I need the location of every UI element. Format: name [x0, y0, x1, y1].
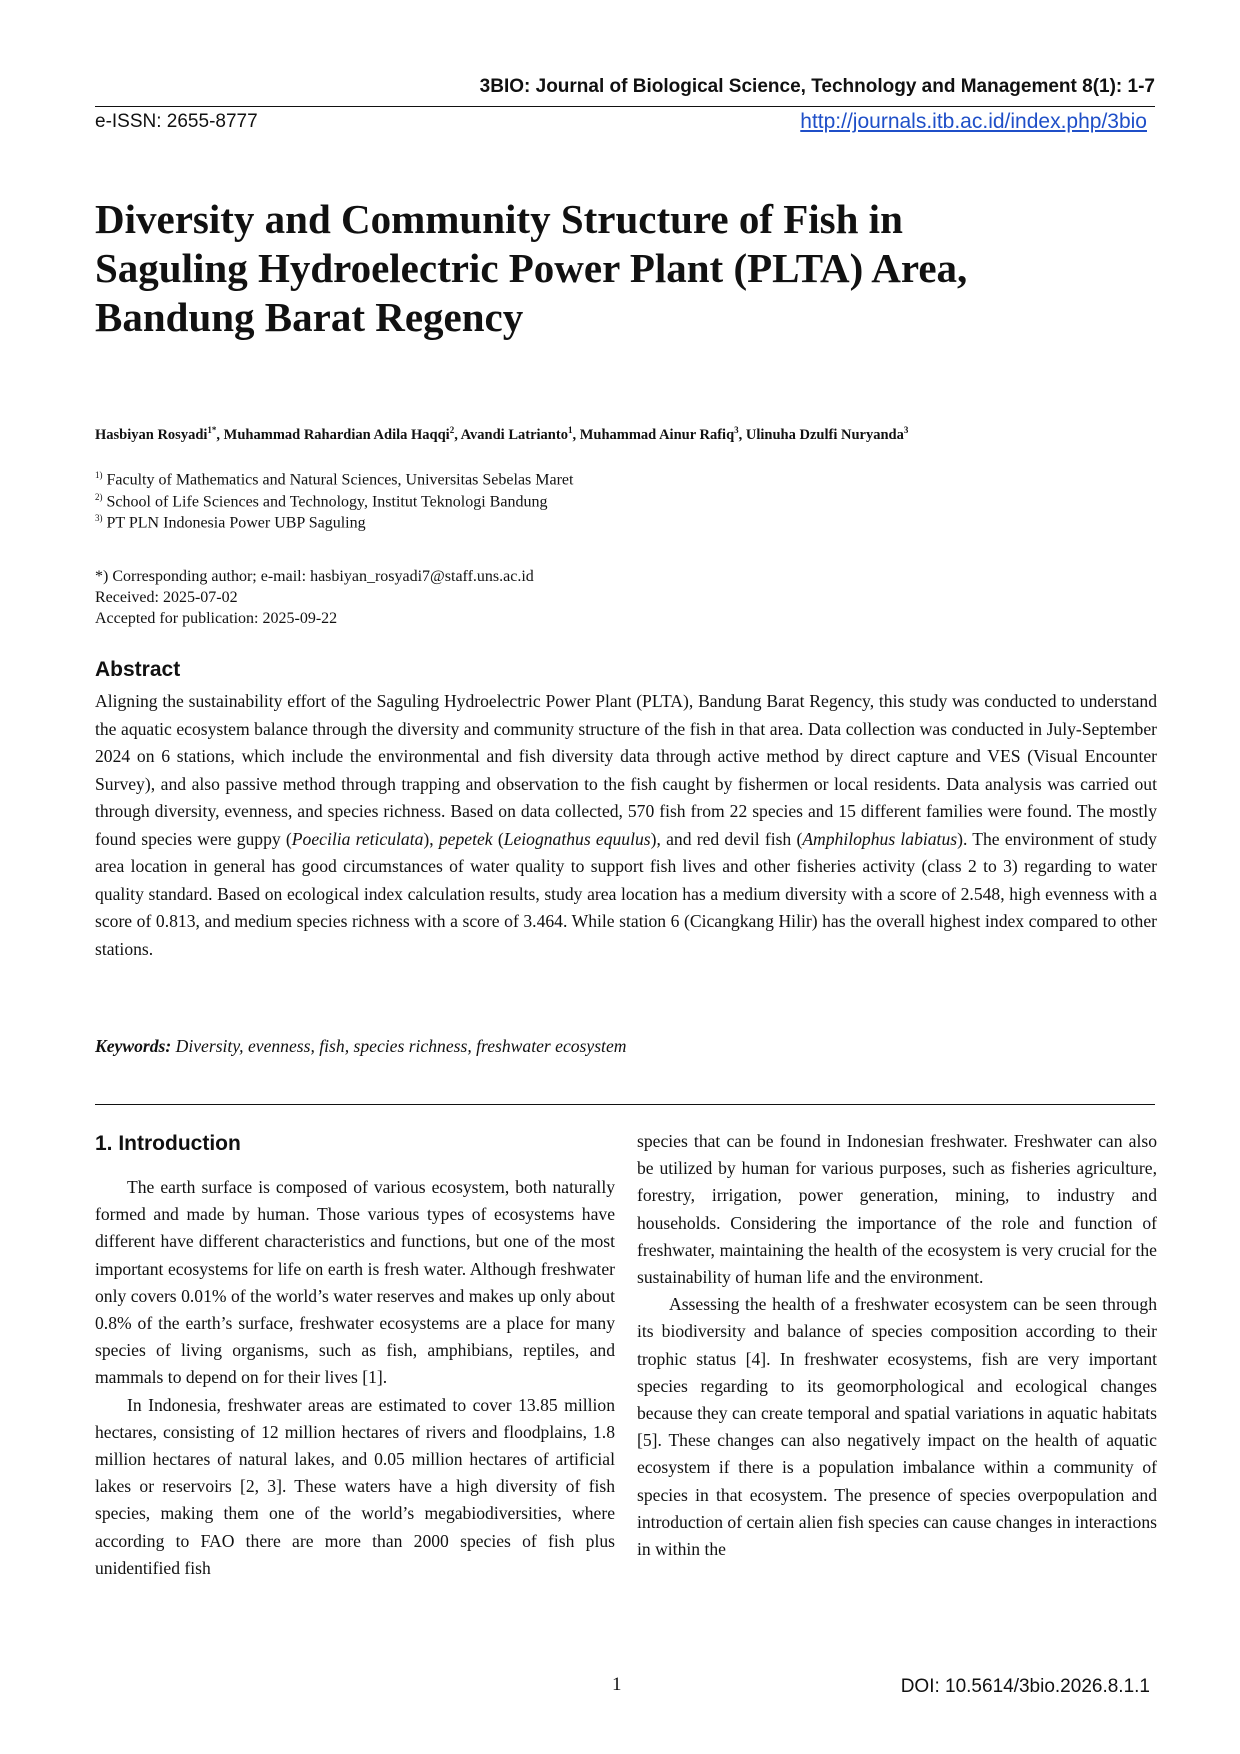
author-name: Muhammad Ainur Rafiq: [579, 426, 735, 443]
doi: DOI: 10.5614/3bio.2026.8.1.1: [900, 1676, 1150, 1697]
keywords-label: Keywords:: [95, 1036, 172, 1056]
affiliation-mark: 1): [95, 470, 103, 480]
abstract-heading: Abstract: [95, 658, 181, 681]
abstract-text-part: ), and red devil fish (: [650, 828, 803, 849]
title-line-3: Bandung Barat Regency: [95, 294, 524, 340]
corresponding-author: *) Corresponding author; e-mail: hasbiyan_rosyadi7@staff.uns.ac.id: [95, 568, 534, 585]
author-separator: ,: [738, 426, 746, 443]
affiliation-3: [95, 513, 366, 532]
page-number: 1: [612, 1674, 622, 1695]
section-divider: [95, 1104, 1155, 1105]
author-affiliation-mark: 2: [449, 425, 455, 435]
keywords-text: Diversity, evenness, fish, species richness, freshwater ecosystem: [171, 1036, 627, 1056]
journal-name: 3BIO: Journal of Biological Science, Technology and Management 8(1): 1-7: [479, 76, 1155, 97]
abstract-body: [95, 688, 1157, 963]
author-name: Muhammad Rahardian Adila Haqqi: [223, 426, 450, 443]
header-divider: [95, 106, 1155, 107]
author-affiliation-mark: 1*: [207, 425, 217, 435]
affiliation-2: [95, 492, 547, 511]
author-separator: ,: [454, 426, 461, 443]
author-separator: ,: [216, 426, 224, 443]
abstract-text-part: Aligning the sustainability effort of the Saguling Hydroelectric Power Plant (PLTA), Bandung Barat Regency, this study was conducted to understand the aquatic ecosystem balance through the diversity and community structure of the fish in that area. Data collection was conducted in July-September 2024 on 6 stations, which include the environmental and fish diversity data through active method by direct capture and VES (Visual Encounter Survey), and also passive method through trapping and observation to the fish caught by fishermen or local residents. Data analysis was carried out through diversity, evenness, and species richness. Based on data collected, 570 fish from 22 species and 15 different families were found. The mostly found species were guppy (: [95, 691, 1157, 849]
species-name: Amphilophus labiatus: [802, 828, 958, 849]
author-affiliation-mark: 3: [903, 425, 909, 435]
abstract-text-part: (: [492, 828, 504, 849]
abstract-text-part: ). The environment of study area location in general has good circumstances of water quality to support fish lives and other fisheries activity (class 2 to 3) regarding to water quality standard. Based on ecological index calculation results, study area location has a medium diversity with a score of 2.548, high evenness with a score of 0.813, and medium species richness with a score of 3.464. While station 6 (Cicangkang Hilir) has the overall highest index compared to other stations.: [95, 828, 1157, 959]
issn: e-ISSN: 2655-8777: [95, 111, 258, 132]
species-name: pepetek: [438, 828, 493, 849]
paragraph: The earth surface is composed of various ecosystem, both naturally formed and made by human. Those various types of ecosystems have different have different characteristics and functions, but one of the most important ecosystems for life on earth is fresh water. Although freshwater only covers 0.01% of the world’s water reserves and makes up only about 0.8% of the earth’s surface, freshwater ecosystems are a place for many species of living organisms, such as fish, amphibians, reptiles, and mammals to depend on for their lives [1].: [95, 1177, 615, 1388]
author-name: Avandi Latrianto: [460, 426, 568, 443]
paragraph: In Indonesia, freshwater areas are estimated to cover 13.85 million hectares, consisting of 12 million hectares of rivers and floodplains, 1.8 million hectares of natural lakes, and 0.05 million hectares of artificial lakes or reservoirs [2, 3]. These waters have a high diversity of fish species, making them one of the world’s megabiodiversities, where according to FAO there are more than 2000 species of fish plus unidentified fish: [95, 1394, 615, 1578]
author-name: Hasbiyan Rosyadi: [95, 426, 208, 443]
species-name: Leiognathus equulus: [503, 828, 651, 849]
left-column: [95, 1174, 615, 1582]
accepted-date: Accepted for publication: 2025-09-22: [95, 610, 338, 627]
right-column: [637, 1128, 1157, 1563]
author-separator: ,: [572, 426, 580, 443]
affiliation-text: School of Life Sciences and Technology, Institut Teknologi Bandung: [102, 493, 548, 511]
journal-url-link[interactable]: http://journals.itb.ac.id/index.php/3bio: [800, 110, 1147, 133]
author-name: Ulinuha Dzulfi Nuryanda: [745, 426, 904, 443]
affiliation-mark: 3): [95, 513, 103, 523]
paragraph: Assessing the health of a freshwater ecosystem can be seen through its biodiversity and balance of species composition according to their trophic status [4]. In freshwater ecosystems, fish are very important species regarding to its geomorphological and ecological changes because they can create temporal and spatial variations in aquatic habitats [5]. These changes can also negatively impact on the health of aquatic ecosystem if there is a population imbalance within a community of species in that ecosystem. The presence of species overpopulation and introduction of certain alien fish species can cause changes in interactions in within the: [637, 1294, 1157, 1560]
author-list: [95, 425, 1175, 444]
affiliation-text: PT PLN Indonesia Power UBP Saguling: [102, 514, 366, 532]
paragraph: species that can be found in Indonesian freshwater. Freshwater can also be utilized by human for various purposes, such as fisheries agriculture, forestry, irrigation, power generation, mining, to industry and households. Considering the importance of the role and function of freshwater, maintaining the health of the ecosystem is very crucial for the sustainability of human life and the environment.: [637, 1131, 1157, 1288]
title-line-1: Diversity and Community Structure of Fish in: [95, 196, 903, 242]
title-line-2: Saguling Hydroelectric Power Plant (PLTA) Area,: [95, 245, 968, 291]
author-affiliation-mark: 3: [734, 425, 739, 435]
affiliation-text: Faculty of Mathematics and Natural Sciences, Universitas Sebelas Maret: [102, 471, 574, 489]
author-affiliation-mark: 1: [567, 425, 573, 435]
abstract-text-part: ),: [423, 828, 439, 849]
received-date: Received: 2025-07-02: [95, 589, 238, 606]
introduction-heading: 1. Introduction: [95, 1132, 241, 1155]
affiliation-1: [95, 470, 573, 489]
species-name: Poecilia reticulata: [291, 828, 424, 849]
affiliation-mark: 2): [95, 492, 103, 502]
keywords: [95, 1036, 626, 1057]
paper-title: [95, 195, 1175, 342]
